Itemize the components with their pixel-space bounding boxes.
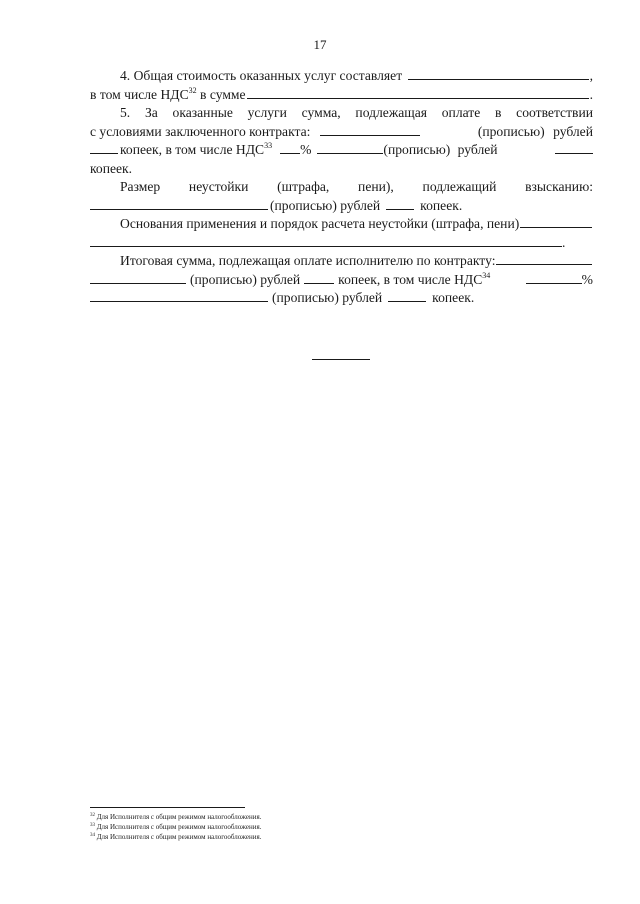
total-line1	[90, 252, 593, 271]
vat-sum-field[interactable]	[317, 141, 383, 154]
total-vat-percent-field[interactable]	[526, 271, 582, 284]
para5-text: 5. За оказанные услуги сумма, подлежащая оплате в соответствии	[120, 105, 593, 120]
total-vat-kopecks-label: копеек.	[432, 290, 475, 305]
total-words-label: (прописью) рублей	[190, 271, 301, 287]
para5-line1	[90, 104, 593, 123]
closing-divider	[312, 359, 370, 360]
grounds-line2	[90, 234, 593, 253]
footnote-ref-32: 32	[188, 85, 197, 95]
kopecks-field[interactable]	[90, 141, 118, 154]
document-body	[90, 67, 593, 308]
footnote-34: $^{34}$ Для Исполнителя с общим режимом налогообложения.	[90, 833, 262, 841]
penalty-line1	[90, 178, 593, 197]
footnote-32: $^{32}$ Для Исполнителя с общим режимом налогообложения.	[90, 813, 262, 821]
kopecks-label: копеек.	[90, 160, 133, 176]
para4-period: .	[589, 86, 593, 102]
penalty-text: Размер неустойки (штрафа, пени), подлежащий взысканию:	[120, 179, 593, 194]
grounds-text: Основания применения и порядок расчета неустойки (штрафа, пени)	[120, 216, 520, 231]
total-text: Итоговая сумма, подлежащая оплате исполнителю по контракту:	[120, 253, 496, 268]
para4-text: 4. Общая стоимость оказанных услуг составляет	[120, 68, 403, 83]
total-vat-label: копеек, в том числе НДС$^{34}$	[338, 270, 491, 287]
total-cost-field[interactable]	[408, 67, 588, 80]
para5-line2	[90, 123, 593, 142]
para4-comma: ,	[589, 68, 593, 83]
penalty-words-label: (прописью) рублей	[270, 197, 381, 213]
percent-sign: %	[300, 142, 312, 157]
footnotes	[90, 812, 261, 842]
para5-line3	[90, 141, 593, 160]
penalty-line2	[90, 197, 593, 216]
para5-contract-label: с условиями заключенного контракта:	[90, 123, 311, 139]
total-vat-kopecks-field[interactable]	[388, 289, 426, 302]
grounds-field-2[interactable]	[90, 234, 562, 247]
vat-words-label: (прописью) рублей	[383, 142, 498, 157]
total-amount-field[interactable]	[496, 252, 592, 265]
penalty-amount-field[interactable]	[90, 197, 268, 210]
total-sum-field[interactable]	[90, 271, 186, 284]
vat-kopecks-field[interactable]	[555, 141, 593, 154]
vat-label: в том числе НДС$^{32}$ в сумме	[90, 85, 246, 102]
page-number: 17	[313, 37, 327, 52]
grounds-field-1[interactable]	[520, 215, 592, 228]
para4-line1	[90, 67, 593, 86]
vat-amount-field[interactable]	[247, 86, 589, 99]
footnote-ref-33: 33	[264, 141, 273, 150]
para5-line4	[90, 160, 593, 179]
total-percent-sign: %	[581, 271, 593, 287]
footnote-33: $^{33}$ Для Исполнителя с общим режимом налогообложения.	[90, 823, 262, 831]
grounds-line1	[90, 215, 593, 234]
total-vat-sum-field[interactable]	[90, 289, 268, 302]
footnote-ref-34: 34	[482, 270, 491, 280]
total-line3	[90, 289, 593, 308]
footnote-divider	[90, 807, 245, 808]
vat-percent-field[interactable]	[280, 141, 300, 154]
total-vat-words-label: (прописью) рублей	[272, 290, 383, 305]
penalty-kopecks-label: копеек.	[420, 197, 463, 213]
payment-amount-field[interactable]	[320, 123, 420, 136]
para5-words-label: (прописью) рублей	[477, 123, 593, 139]
total-line2	[90, 271, 593, 290]
grounds-period: .	[562, 234, 566, 250]
para4-line2	[90, 86, 593, 105]
para5-vat-label: копеек, в том числе НДС$^{33}$	[120, 141, 273, 157]
penalty-kopecks-field[interactable]	[386, 197, 414, 210]
total-kopecks-field[interactable]	[304, 271, 334, 284]
